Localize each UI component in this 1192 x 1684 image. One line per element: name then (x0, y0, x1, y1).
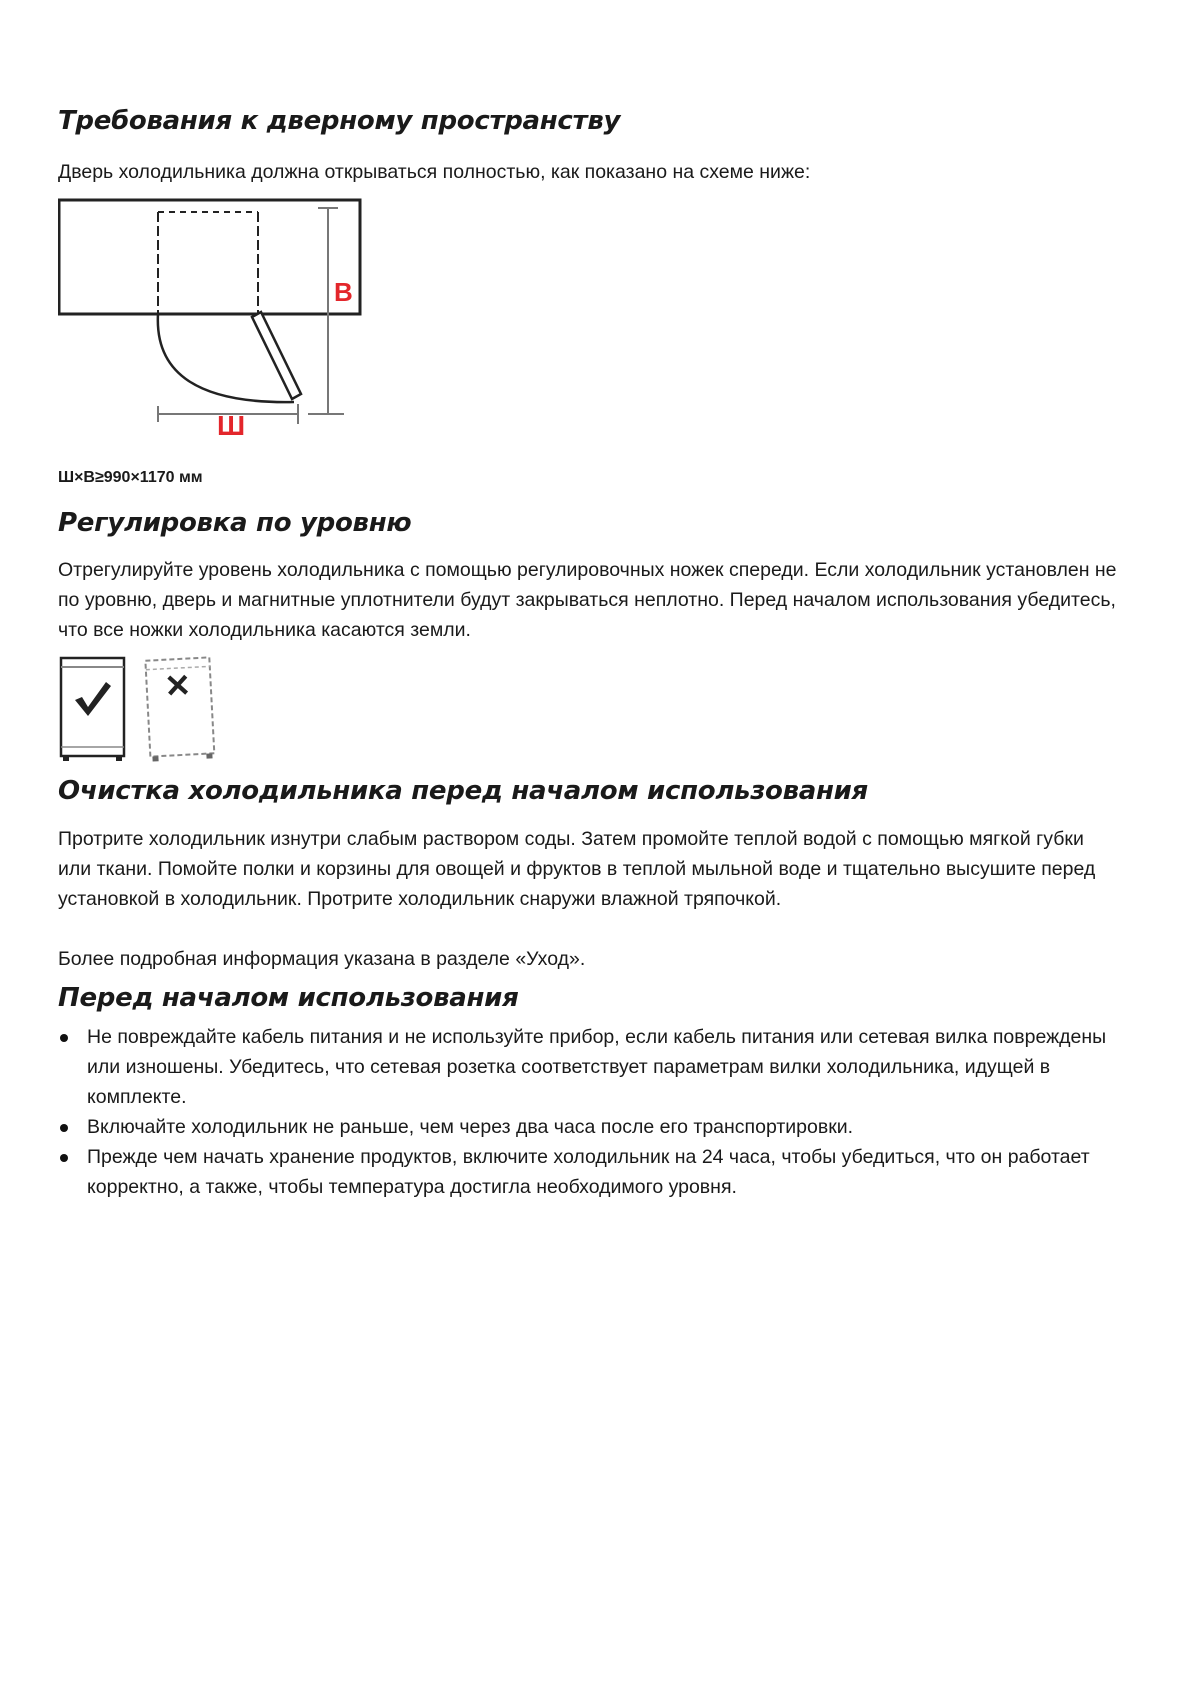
door-text: Дверь холодильника должна открываться полностью, как показано на схеме ниже: (58, 161, 811, 183)
section-title-door: Требования к дверному пространству (58, 106, 621, 136)
door-dimension-caption: Ш×В≥990×1170 мм (58, 469, 203, 486)
level-incorrect (145, 657, 214, 761)
section-title-cleaning: Очистка холодильника перед началом использования (58, 776, 868, 806)
width-label: Ш (217, 410, 246, 435)
cleaning-text: Протрите холодильник изнутри слабым раствором соды. Затем промойте теплой водой с помощью мягкой губки или ткани. Помойте полки и корзины для овощей и фруктов в теплой мыльной воде и тщательно высушите перед установкой в холодильник. Протрите холодильник снаружи влажной тряпочкой. (58, 828, 1096, 910)
level-text: Отрегулируйте уровень холодильника с помощью регулировочных ножек спереди. Если холодильник установлен не по уровню, дверь и магнитные уплотнители будут закрываться неплотно. Перед началом использования убедитесь, что все ножки холодильника касаются земли. (58, 559, 1117, 641)
door-clearance-diagram (58, 190, 368, 435)
section-title-level: Регулировка по уровню (58, 508, 412, 538)
list-item: Включайте холодильник не раньше, чем через два часа после его транспортировки. (58, 1112, 1118, 1142)
before-use-list (58, 1022, 1118, 1202)
cleaning-more-info: Более подробная информация указана в разделе «Уход». (58, 948, 586, 970)
list-item: Не повреждайте кабель питания и не используйте прибор, если кабель питания или сетевая вилка повреждены или изношены. Убедитесь, что сетевая розетка соответствует параметрам вилки холодильника, идущей в комплекте. (58, 1022, 1118, 1112)
section-title-before-use: Перед началом использования (58, 983, 519, 1013)
open-door (252, 312, 301, 399)
level-illustration (58, 655, 236, 763)
height-label: В (334, 277, 353, 307)
niche-outline (59, 200, 360, 314)
level-correct (61, 658, 124, 761)
list-item: Прежде чем начать хранение продуктов, включите холодильник на 24 часа, чтобы убедиться, что он работает корректно, а также, чтобы температура достигла необходимого уровня. (58, 1142, 1118, 1202)
